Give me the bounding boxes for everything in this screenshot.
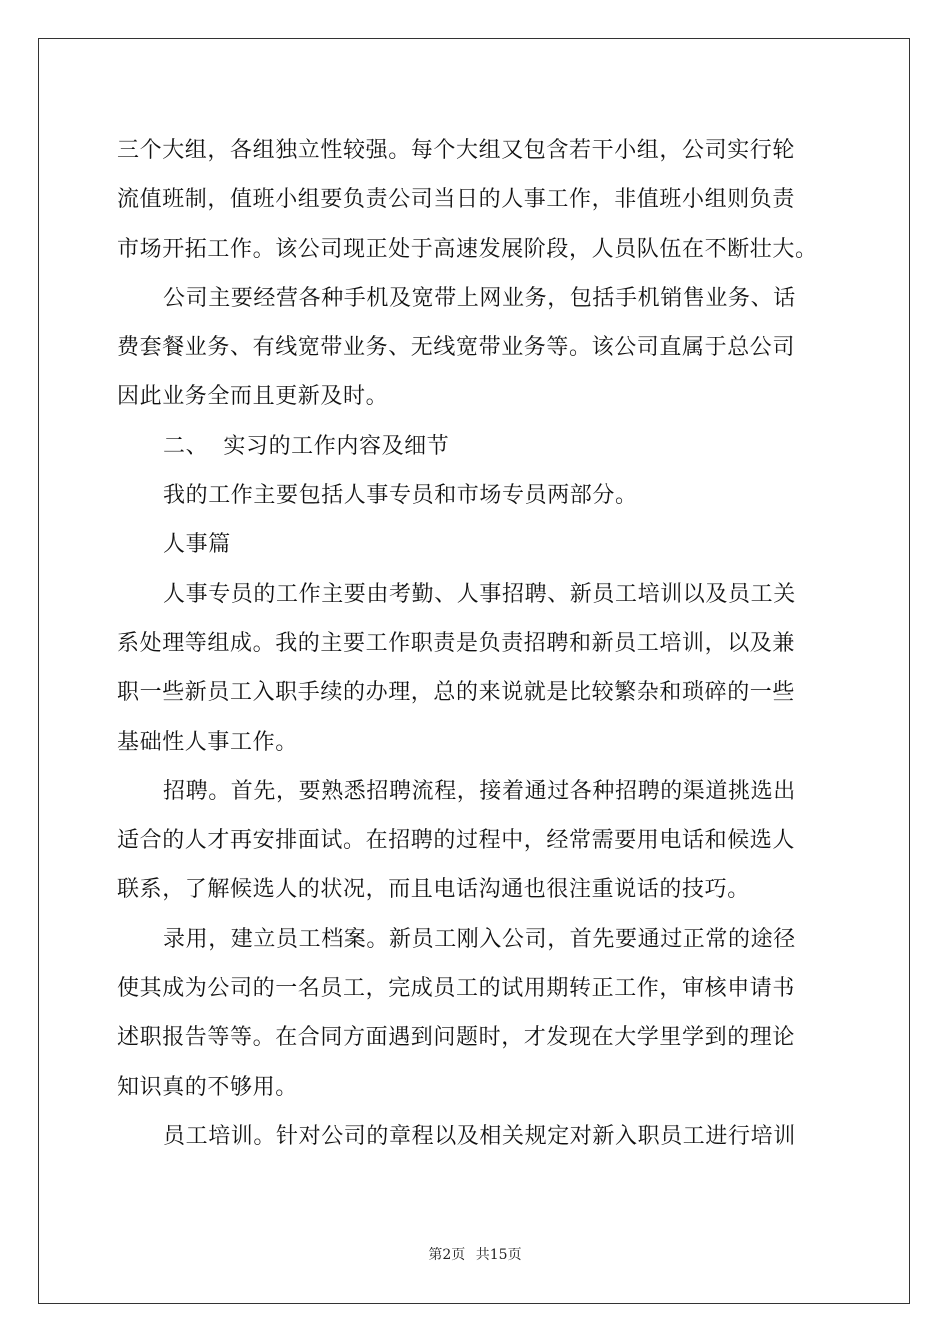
subheading: 人事篇 xyxy=(163,532,231,558)
text-line: 基础性人事工作。 xyxy=(117,729,298,755)
paragraph-start: 公司主要经营各种手机及宽带上网业务，包括手机销售业务、话 xyxy=(163,285,796,311)
document-body xyxy=(117,126,833,1161)
paragraph-start: 员工培训。针对公司的章程以及相关规定对新入职员工进行培训 xyxy=(163,1123,796,1149)
text-line: 职一些新员工入职手续的办理，总的来说就是比较繁杂和琐碎的一些 xyxy=(117,680,796,706)
text-line: 流值班制，值班小组要负责公司当日的人事工作，非值班小组则负责 xyxy=(117,187,796,213)
text-line: 市场开拓工作。该公司现正处于高速发展阶段，人员队伍在不断壮大。 xyxy=(117,236,818,262)
text-line: 系处理等组成。我的主要工作职责是负责招聘和新员工培训，以及兼 xyxy=(117,630,796,656)
text-line: 适合的人才再安排面试。在招聘的过程中，经常需要用电话和候选人 xyxy=(117,828,796,854)
paragraph-start: 人事专员的工作主要由考勤、人事招聘、新员工培训以及员工关 xyxy=(163,581,796,607)
paragraph-start: 招聘。首先，要熟悉招聘流程，接着通过各种招聘的渠道挑选出 xyxy=(163,778,796,804)
page-number: 第2页 xyxy=(428,1247,466,1263)
paragraph-start: 录用，建立员工档案。新员工刚入公司，首先要通过正常的途径 xyxy=(163,926,796,952)
text-line: 因此业务全而且更新及时。 xyxy=(117,384,389,410)
section-heading: 二、 实习的工作内容及细节 xyxy=(163,433,450,459)
page-footer xyxy=(0,1244,950,1264)
text-line: 知识真的不够用。 xyxy=(117,1074,298,1100)
page-total: 共15页 xyxy=(475,1247,522,1263)
text-line: 三个大组，各组独立性较强。每个大组又包含若干小组，公司实行轮 xyxy=(117,138,796,163)
text-line: 使其成为公司的一名员工，完成员工的试用期转正工作，审核申请书 xyxy=(117,976,796,1002)
text-line: 述职报告等等。在合同方面遇到问题时，才发现在大学里学到的理论 xyxy=(117,1025,796,1051)
paragraph-start: 我的工作主要包括人事专员和市场专员两部分。 xyxy=(163,483,638,509)
text-line: 费套餐业务、有线宽带业务、无线宽带业务等。该公司直属于总公司 xyxy=(117,335,796,361)
text-line: 联系，了解候选人的状况，而且电话沟通也很注重说话的技巧。 xyxy=(117,877,750,903)
